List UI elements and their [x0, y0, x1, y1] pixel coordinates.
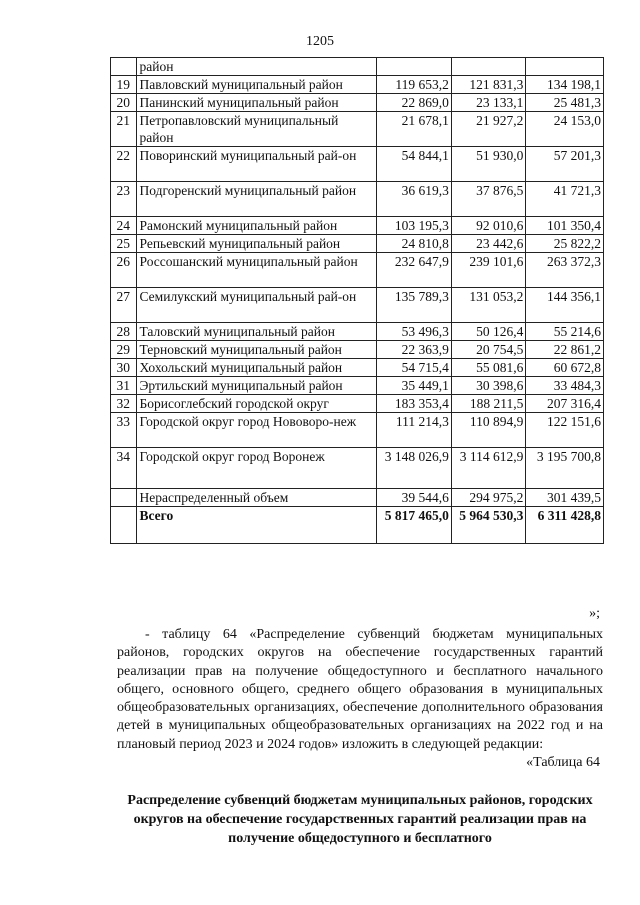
value-2022: 35 449,1: [377, 377, 452, 395]
value-2022: 53 496,3: [377, 323, 452, 341]
table-row: [111, 58, 604, 76]
closing-quote: »;: [589, 606, 600, 621]
table-row: [111, 413, 604, 448]
row-number: 29: [111, 341, 137, 359]
municipality-name: Семилукский муниципальный рай-он: [136, 288, 377, 323]
table-row: [111, 182, 604, 217]
table-row: [111, 235, 604, 253]
value-2023: 294 975,2: [451, 489, 526, 507]
municipality-name: район: [136, 58, 377, 76]
row-number: 19: [111, 76, 137, 94]
row-number: 32: [111, 395, 137, 413]
value-2023: 121 831,3: [451, 76, 526, 94]
value-2024: 144 356,1: [526, 288, 604, 323]
value-2023: 23 133,1: [451, 94, 526, 112]
row-number: 25: [111, 235, 137, 253]
municipality-name: Репьевский муниципальный район: [136, 235, 377, 253]
municipality-name: Павловский муниципальный район: [136, 76, 377, 94]
value-2022: 119 653,2: [377, 76, 452, 94]
value-2022: 54 844,1: [377, 147, 452, 182]
row-number: 34: [111, 448, 137, 489]
value-2023: 30 398,6: [451, 377, 526, 395]
value-2023: 131 053,2: [451, 288, 526, 323]
value-2022: 111 214,3: [377, 413, 452, 448]
value-2022: 3 148 026,9: [377, 448, 452, 489]
municipality-name: Хохольский муниципальный район: [136, 359, 377, 377]
value-2022: 54 715,4: [377, 359, 452, 377]
row-number: 20: [111, 94, 137, 112]
table-row: [111, 94, 604, 112]
value-2023: 20 754,5: [451, 341, 526, 359]
row-number: 28: [111, 323, 137, 341]
value-2022: 135 789,3: [377, 288, 452, 323]
total-2024: 6 311 428,8: [526, 507, 604, 544]
total-label: Всего: [136, 507, 377, 544]
row-number: 26: [111, 253, 137, 288]
value-2024: 301 439,5: [526, 489, 604, 507]
row-number: 31: [111, 377, 137, 395]
municipality-name: Поворинский муниципальный рай-он: [136, 147, 377, 182]
value-2024: 25 481,3: [526, 94, 604, 112]
value-2024: [526, 58, 604, 76]
table-row: [111, 448, 604, 489]
value-2023: 188 211,5: [451, 395, 526, 413]
value-2023: 92 010,6: [451, 217, 526, 235]
value-2023: 37 876,5: [451, 182, 526, 217]
value-2022: 24 810,8: [377, 235, 452, 253]
value-2024: 207 316,4: [526, 395, 604, 413]
row-number: 30: [111, 359, 137, 377]
value-2024: 60 672,8: [526, 359, 604, 377]
value-2023: 51 930,0: [451, 147, 526, 182]
row-number: [111, 58, 137, 76]
total-row: [111, 507, 604, 544]
value-2022: [377, 58, 452, 76]
municipality-name: Таловский муниципальный район: [136, 323, 377, 341]
value-2024: 122 151,6: [526, 413, 604, 448]
value-2022: 22 363,9: [377, 341, 452, 359]
municipality-name: Подгоренский муниципальный район: [136, 182, 377, 217]
value-2024: 25 822,2: [526, 235, 604, 253]
value-2022: 39 544,6: [377, 489, 452, 507]
table-row: [111, 377, 604, 395]
value-2022: 22 869,0: [377, 94, 452, 112]
section-heading: Распределение субвенций бюджетам муниципальных районов, городских округов на обеспечение государственных гарантий реализации прав на получение общедоступного и бесплатного: [127, 793, 593, 846]
table-row: [111, 217, 604, 235]
table-row: [111, 288, 604, 323]
municipality-name: Рамонский муниципальный район: [136, 217, 377, 235]
row-number: 27: [111, 288, 137, 323]
table-row: [111, 147, 604, 182]
amendment-paragraph: - таблицу 64 «Распределение субвенций бюджетам муниципальных районов, городских округов на обеспечение государственных гарантий реализации прав на получение общедоступного и бесплатного начального общего, основного общего, среднего общего образования в муниципальных общеобразовательных организациях, обеспечение дополнительного образования детей в муниципальных общеобразовательных организациях на 2022 год и на плановый период 2023 и 2024 годов» изложить в следующей редакции:: [117, 627, 603, 752]
value-2024: 3 195 700,8: [526, 448, 604, 489]
value-2024: 263 372,3: [526, 253, 604, 288]
value-2022: 103 195,3: [377, 217, 452, 235]
value-2024: 134 198,1: [526, 76, 604, 94]
value-2023: 110 894,9: [451, 413, 526, 448]
municipality-name: Эртильский муниципальный район: [136, 377, 377, 395]
subvention-table: [110, 57, 604, 544]
row-number: [111, 507, 137, 544]
municipality-name: Россошанский муниципальный район: [136, 253, 377, 288]
value-2023: 55 081,6: [451, 359, 526, 377]
row-number: 21: [111, 112, 137, 147]
table-row: [111, 489, 604, 507]
value-2023: 21 927,2: [451, 112, 526, 147]
table-row: [111, 395, 604, 413]
row-number: 24: [111, 217, 137, 235]
municipality-name: Городской округ город Воронеж: [136, 448, 377, 489]
value-2024: 24 153,0: [526, 112, 604, 147]
value-2022: 36 619,3: [377, 182, 452, 217]
municipality-name: Панинский муниципальный район: [136, 94, 377, 112]
table-row: [111, 341, 604, 359]
municipality-name: Борисоглебский городской округ: [136, 395, 377, 413]
value-2023: [451, 58, 526, 76]
municipality-name: Нераспределенный объем: [136, 489, 377, 507]
table-row: [111, 323, 604, 341]
value-2024: 41 721,3: [526, 182, 604, 217]
row-number: 23: [111, 182, 137, 217]
value-2024: 22 861,2: [526, 341, 604, 359]
table-caption: «Таблица 64: [526, 755, 600, 770]
value-2022: 21 678,1: [377, 112, 452, 147]
value-2024: 55 214,6: [526, 323, 604, 341]
municipality-name: Терновский муниципальный район: [136, 341, 377, 359]
table-row: [111, 359, 604, 377]
value-2023: 239 101,6: [451, 253, 526, 288]
value-2023: 50 126,4: [451, 323, 526, 341]
total-2023: 5 964 530,3: [451, 507, 526, 544]
table-row: [111, 76, 604, 94]
value-2023: 3 114 612,9: [451, 448, 526, 489]
value-2022: 232 647,9: [377, 253, 452, 288]
table-row: [111, 112, 604, 147]
value-2024: 101 350,4: [526, 217, 604, 235]
total-2022: 5 817 465,0: [377, 507, 452, 544]
municipality-name: Городской округ город Нововоро-неж: [136, 413, 377, 448]
table-row: [111, 253, 604, 288]
value-2024: 33 484,3: [526, 377, 604, 395]
row-number: [111, 489, 137, 507]
value-2024: 57 201,3: [526, 147, 604, 182]
value-2023: 23 442,6: [451, 235, 526, 253]
row-number: 33: [111, 413, 137, 448]
municipality-name: Петропавловский муниципальный район: [136, 112, 377, 147]
row-number: 22: [111, 147, 137, 182]
page-number: 1205: [306, 34, 334, 49]
value-2022: 183 353,4: [377, 395, 452, 413]
table-body: [111, 58, 604, 544]
